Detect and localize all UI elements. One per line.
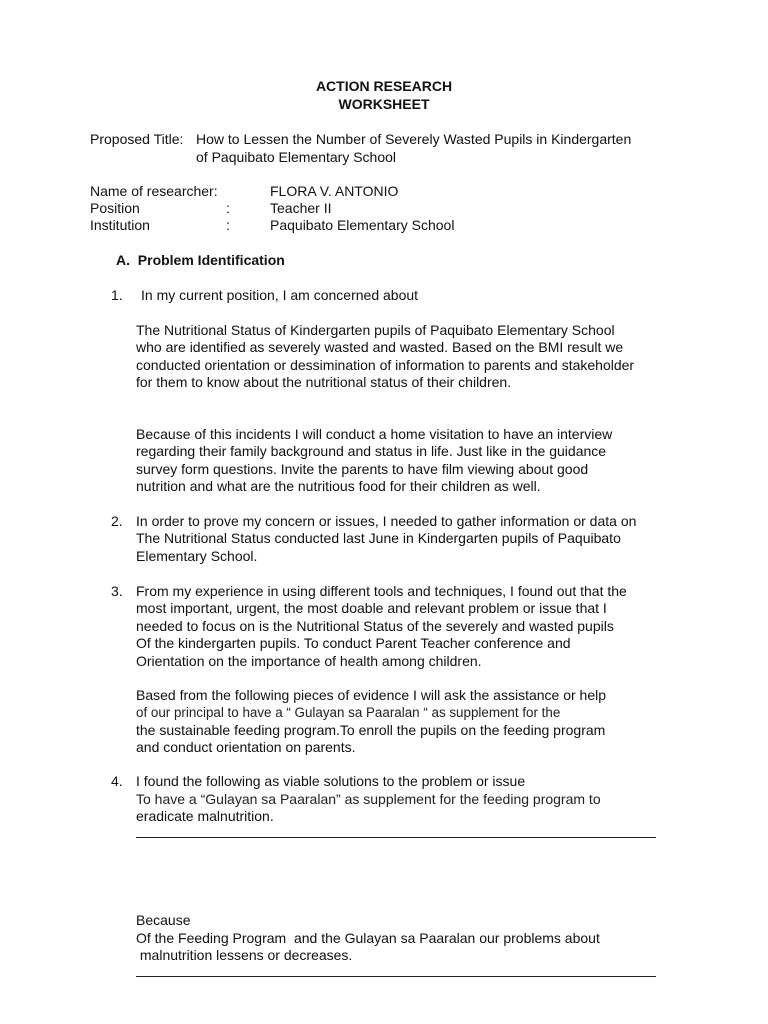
paragraph-line: most important, urgent, the most doable and relevant problem or issue that I bbox=[136, 600, 607, 616]
field-label-institution: Institution bbox=[90, 217, 150, 233]
paragraph-line: for them to know about the nutritional status of their children. bbox=[136, 374, 512, 390]
field-label-researcher: Name of researcher: bbox=[90, 183, 218, 199]
paragraph-line: eradicate malnutrition. bbox=[136, 808, 274, 824]
proposed-title-line-2: of Paquibato Elementary School bbox=[196, 149, 397, 165]
item-number: 1. bbox=[111, 287, 123, 303]
document-title: ACTION RESEARCH bbox=[315, 78, 453, 94]
paragraph-line: Because of this incidents I will conduct a home visitation to have an interview bbox=[136, 426, 613, 442]
paragraph-line: and conduct orientation on parents. bbox=[136, 739, 356, 755]
paragraph-line: To have a “Gulayan sa Paaralan” as supplement for the feeding program to bbox=[136, 791, 601, 807]
answer-underline bbox=[136, 976, 656, 977]
field-value-researcher: FLORA V. ANTONIO bbox=[270, 183, 399, 199]
paragraph-line: Based from the following pieces of evidence I will ask the assistance or help bbox=[136, 687, 607, 703]
paragraph-line: Of the Feeding Program and the Gulayan sa Paaralan our problems about bbox=[136, 930, 600, 946]
paragraph-line: Orientation on the importance of health among children. bbox=[136, 653, 482, 669]
paragraph-line: of our principal to have a “ Gulayan sa Paaralan “ as supplement for the bbox=[136, 705, 561, 720]
paragraph-line: Elementary School. bbox=[136, 548, 258, 564]
proposed-title-line-1: How to Lessen the Number of Severely Wasted Pupils in Kindergarten bbox=[196, 131, 632, 147]
paragraph-line: conducted orientation or dessimination of information to parents and stakeholder bbox=[136, 357, 635, 373]
paragraph-line: I found the following as viable solutions to the problem or issue bbox=[136, 773, 526, 789]
paragraph-line: Because bbox=[136, 912, 191, 928]
field-value-position: Teacher II bbox=[270, 200, 332, 216]
paragraph-line: survey form questions. Invite the parents to have film viewing about good bbox=[136, 461, 589, 477]
paragraph-line: The Nutritional Status of Kindergarten pupils of Paquibato Elementary School bbox=[136, 322, 615, 338]
paragraph-line: malnutrition lessens or decreases. bbox=[136, 947, 353, 963]
paragraph-line: In order to prove my concern or issues, I needed to gather information or data on bbox=[136, 513, 637, 529]
document-subtitle: WORKSHEET bbox=[338, 96, 430, 112]
paragraph-line: nutrition and what are the nutritious food for their children as well. bbox=[136, 478, 541, 494]
paragraph-line: who are identified as severely wasted and wasted. Based on the BMI result we bbox=[136, 339, 624, 355]
field-value-institution: Paquibato Elementary School bbox=[270, 217, 455, 233]
proposed-title-label: Proposed Title: bbox=[90, 131, 184, 147]
item-number: 3. bbox=[111, 583, 123, 599]
field-label-position: Position bbox=[90, 200, 140, 216]
field-colon-institution: : bbox=[226, 217, 230, 233]
item-number: 4. bbox=[111, 773, 123, 789]
paragraph-line: The Nutritional Status conducted last June in Kindergarten pupils of Paquibato bbox=[136, 530, 621, 546]
answer-underline bbox=[136, 837, 656, 838]
section-heading: A. Problem Identification bbox=[116, 252, 285, 268]
paragraph-line: the sustainable feeding program.To enroll the pupils on the feeding program bbox=[136, 722, 606, 738]
item-1-lead: In my current position, I am concerned about bbox=[141, 287, 419, 303]
paragraph-line: regarding their family background and status in life. Just like in the guidance bbox=[136, 443, 607, 459]
field-colon-position: : bbox=[226, 200, 230, 216]
item-number: 2. bbox=[111, 513, 123, 529]
paragraph-line: From my experience in using different tools and techniques, I found out that the bbox=[136, 583, 627, 599]
paragraph-line: needed to focus on is the Nutritional Status of the severely and wasted pupils bbox=[136, 618, 614, 634]
paragraph-line: Of the kindergarten pupils. To conduct Parent Teacher conference and bbox=[136, 635, 571, 651]
